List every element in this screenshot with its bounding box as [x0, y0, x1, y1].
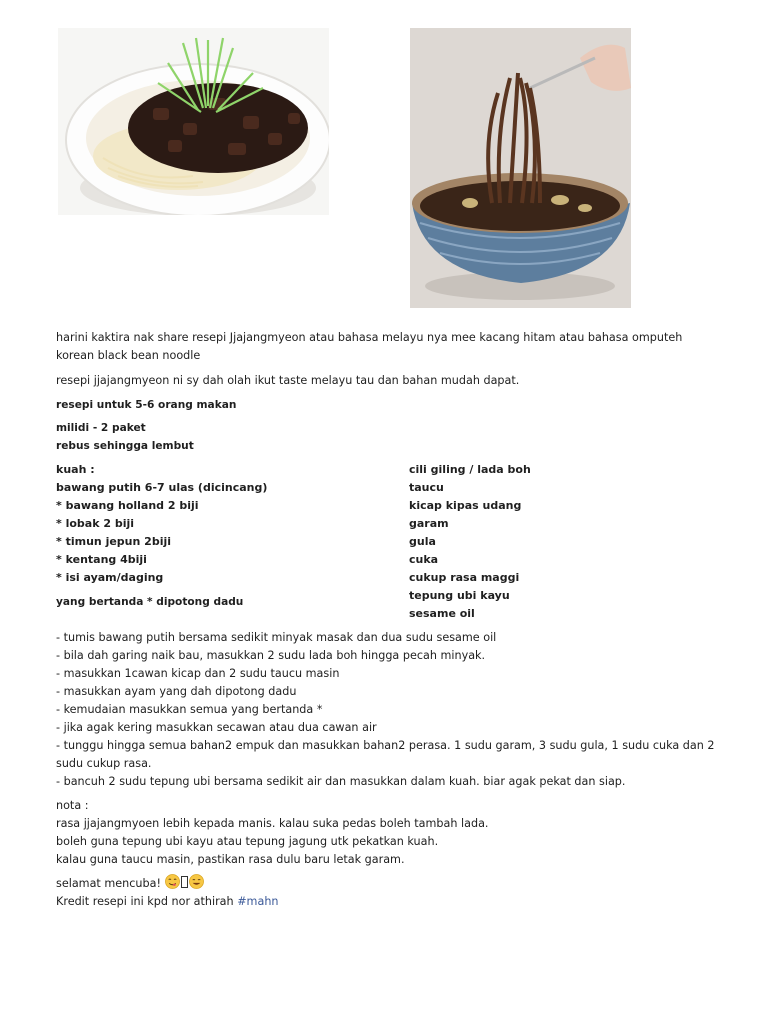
step-line: sudu cukup rasa.	[56, 757, 152, 770]
jjajangmyeon-photo-right	[410, 28, 631, 308]
ingredient-item: garam	[409, 517, 449, 530]
ingredient-item: cukup rasa maggi	[409, 571, 520, 584]
ingredients-note: yang bertanda * dipotong dadu	[56, 596, 244, 608]
step-line: - tumis bawang putih bersama sedikit minyak masak dan dua sudu sesame oil	[56, 631, 497, 644]
servings-heading: resepi untuk 5-6 orang makan	[56, 399, 237, 411]
bowl-illustration-left	[58, 28, 329, 215]
ingredient-item: kicap kipas udang	[409, 499, 522, 512]
closing-line	[56, 874, 204, 893]
ingredient-item: cuka	[409, 553, 439, 566]
ingredient-item: * kentang 4biji	[56, 553, 147, 566]
step-line: - kemudaian masukkan semua yang bertanda *	[56, 703, 323, 716]
ingredient-item: * bawang holland 2 biji	[56, 499, 199, 512]
yum-face-icon	[165, 874, 180, 889]
ingredient-item: bawang putih 6-7 ulas (dicincang)	[56, 481, 268, 494]
ingredient-item: kuah :	[56, 463, 95, 476]
smile-face-icon	[189, 874, 204, 889]
step-line: - tunggu hingga semua bahan2 empuk dan masukkan bahan2 perasa. 1 sudu garam, 3 sudu gula, 1 sudu cuka dan 2	[56, 739, 715, 752]
noodle-line-1: milidi - 2 paket	[56, 422, 146, 434]
nota-lines	[56, 815, 488, 869]
nota-line: boleh guna tepung ubi kayu atau tepung jagung utk pekatkan kuah.	[56, 835, 439, 848]
hashtag-link[interactable]: #mahn	[237, 895, 279, 908]
ingredient-item: gula	[409, 535, 436, 548]
closing-text: selamat mencuba!	[56, 877, 161, 890]
ingredient-item: taucu	[409, 481, 444, 494]
nota-line: kalau guna taucu masin, pastikan rasa dulu baru letak garam.	[56, 853, 405, 866]
nota-heading: nota :	[56, 799, 89, 812]
credit-text: Kredit resepi ini kpd nor athirah	[56, 895, 234, 908]
missing-glyph-icon	[181, 876, 188, 888]
bowl-illustration-right	[410, 28, 631, 308]
ingredient-item: * timun jepun 2biji	[56, 535, 172, 548]
ingredient-item: * lobak 2 biji	[56, 517, 135, 530]
steps-list	[56, 629, 715, 791]
ingredient-item: cili giling / lada boh	[409, 463, 531, 476]
ingredients-right-list	[409, 461, 531, 623]
jjajangmyeon-photo-left	[58, 28, 329, 215]
intro-line-3: resepi jjajangmyeon ni sy dah olah ikut taste melayu tau dan bahan mudah dapat.	[56, 374, 520, 387]
ingredient-item: tepung ubi kayu	[409, 589, 510, 602]
ingredient-item: * isi ayam/daging	[56, 571, 164, 584]
step-line: - masukkan ayam yang dah dipotong dadu	[56, 685, 297, 698]
step-line: - masukkan 1cawan kicap dan 2 sudu taucu masin	[56, 667, 340, 680]
step-line: - jika agak kering masukkan secawan atau dua cawan air	[56, 721, 377, 734]
nota-line: rasa jjajangmyoen lebih kepada manis. kalau suka pedas boleh tambah lada.	[56, 817, 489, 830]
step-line: - bila dah garing naik bau, masukkan 2 sudu lada boh hingga pecah minyak.	[56, 649, 486, 662]
step-line: - bancuh 2 sudu tepung ubi bersama sedikit air dan masukkan dalam kuah. biar agak pekat dan siap.	[56, 775, 626, 788]
ingredients-left-list	[56, 461, 267, 587]
intro-line-2: korean black bean noodle	[56, 349, 201, 362]
credit-line	[56, 893, 279, 911]
ingredient-item: sesame oil	[409, 607, 475, 620]
noodle-line-2: rebus sehingga lembut	[56, 440, 194, 452]
intro-line-1: harini kaktira nak share resepi Jjajangmyeon atau bahasa melayu nya mee kacang hitam atau bahasa omputeh	[56, 331, 683, 344]
